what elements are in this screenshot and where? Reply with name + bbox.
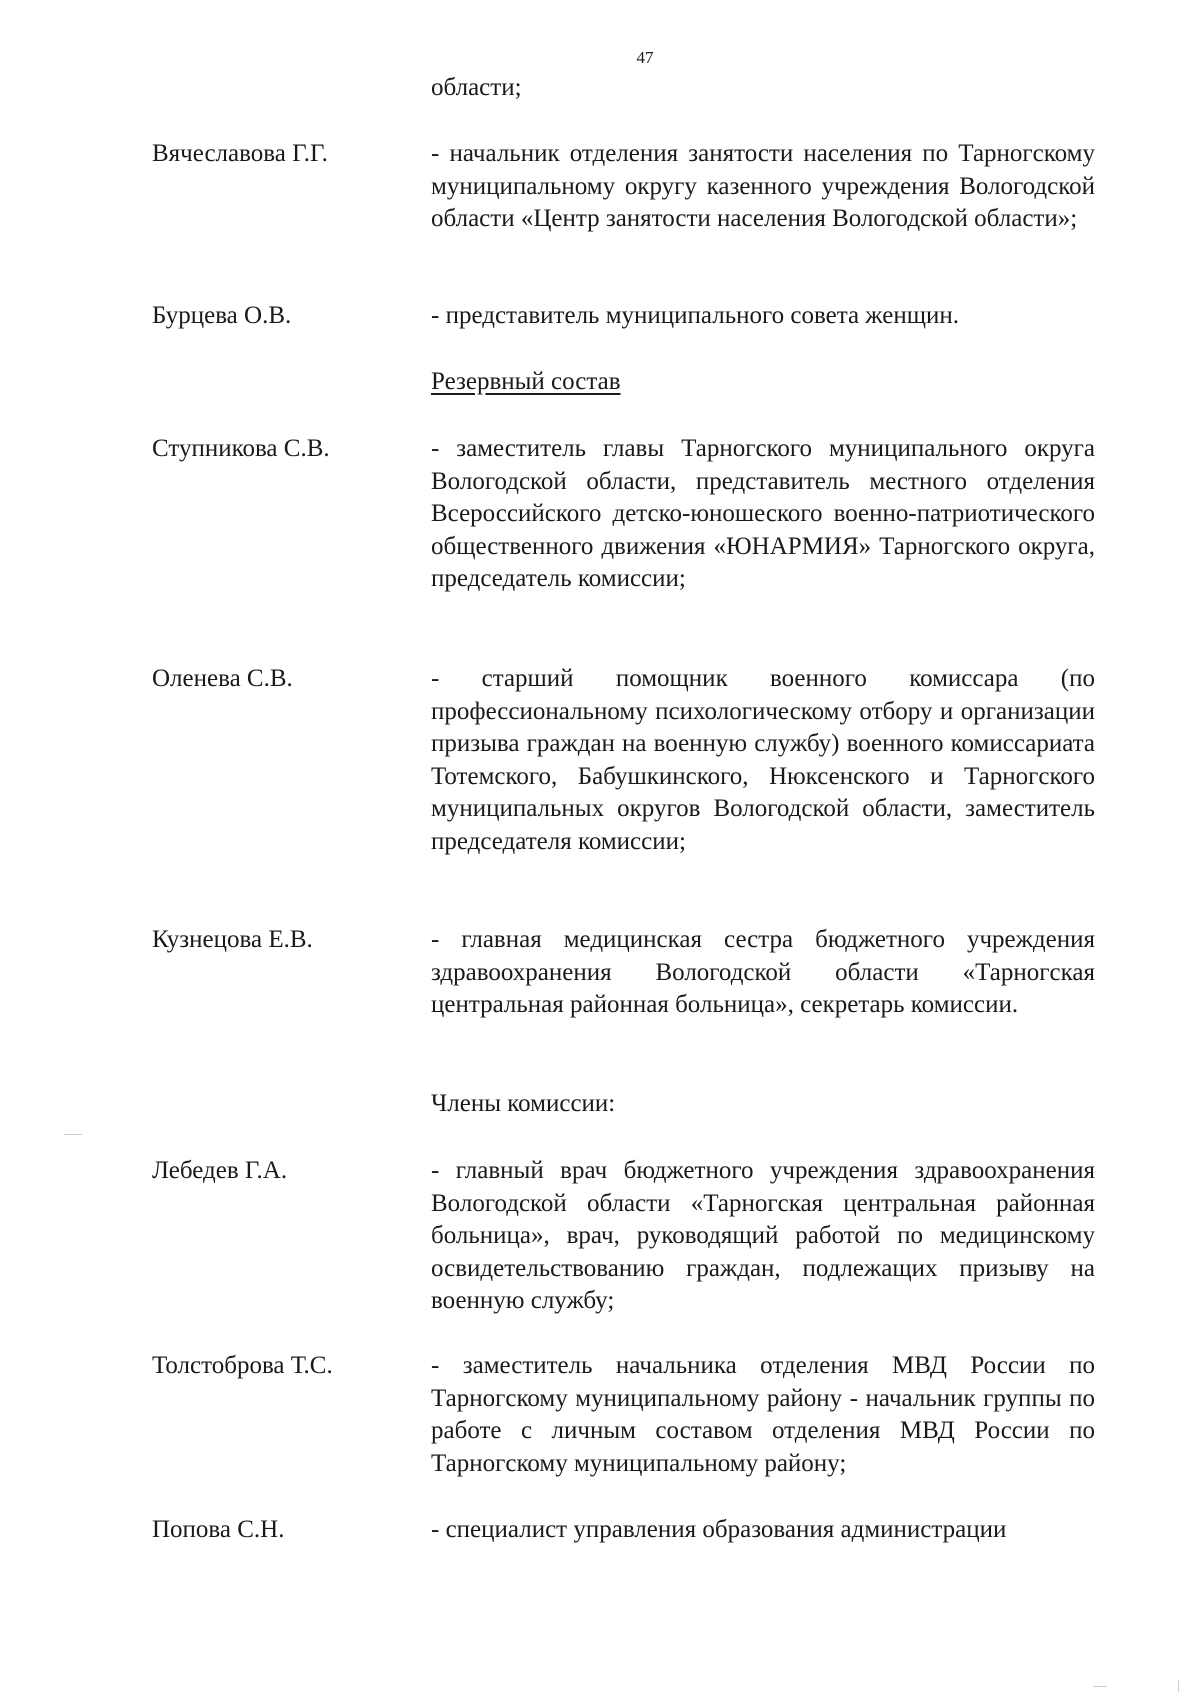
member-description: - заместитель главы Тарногского муниципального округа Вологодской области, представитель местного отделения Всероссийского детско-юношеского военно-патриотического общественного движения «ЮНАРМИЯ» Тарногского округа, председатель комиссии; [431,435,1095,592]
member-description: - представитель муниципального совета женщин. [431,302,959,329]
scan-artifact [64,1134,82,1135]
member-name: Лебедев Г.А. [152,1157,288,1184]
member-description: - заместитель начальника отделения МВД России по Тарногскому муниципальному району - начальник группы по работе с личным составом отделения МВД России по Тарногскому муниципальному району; [431,1352,1095,1477]
page-number: 47 [636,48,654,67]
members-heading: Члены комиссии: [431,1090,616,1117]
reserve-heading: Резервный состав [431,368,621,395]
member-description: - главная медицинская сестра бюджетного учреждения здравоохранения Вологодской области «Тарногская центральная районная больница», секретарь комиссии. [431,926,1095,1018]
scan-artifact [1178,1680,1179,1692]
member-description: - специалист управления образования администрации [431,1516,1007,1543]
member-name: Бурцева О.В. [152,302,292,329]
member-description: - главный врач бюджетного учреждения здравоохранения Вологодской области «Тарногская центральная районная больница», врач, руководящий работой по медицинскому освидетельствованию граждан, подлежащих призыву на военную службу; [431,1157,1095,1314]
member-description: - старший помощник военного комиссара (по профессиональному психологическому отбору и организации призыва граждан на военную службу) военного комиссариата Тотемского, Бабушкинского, Нюксенского и Тарногского муниципальных округов Вологодской области, заместитель председателя комиссии; [431,665,1095,855]
scan-artifact [1093,1686,1107,1687]
member-name: Кузнецова Е.В. [152,926,313,953]
member-name: Оленева С.В. [152,665,293,692]
member-description: - начальник отделения занятости населения по Тарногскому муниципальному округу казенного учреждения Вологодской области «Центр занятости населения Вологодской области»; [431,140,1095,232]
member-name: Попова С.Н. [152,1516,285,1543]
continuation-text: области; [431,74,522,101]
member-name: Вячеславова Г.Г. [152,140,328,167]
member-name: Толстоброва Т.С. [152,1352,333,1379]
member-name: Ступникова С.В. [152,435,330,462]
